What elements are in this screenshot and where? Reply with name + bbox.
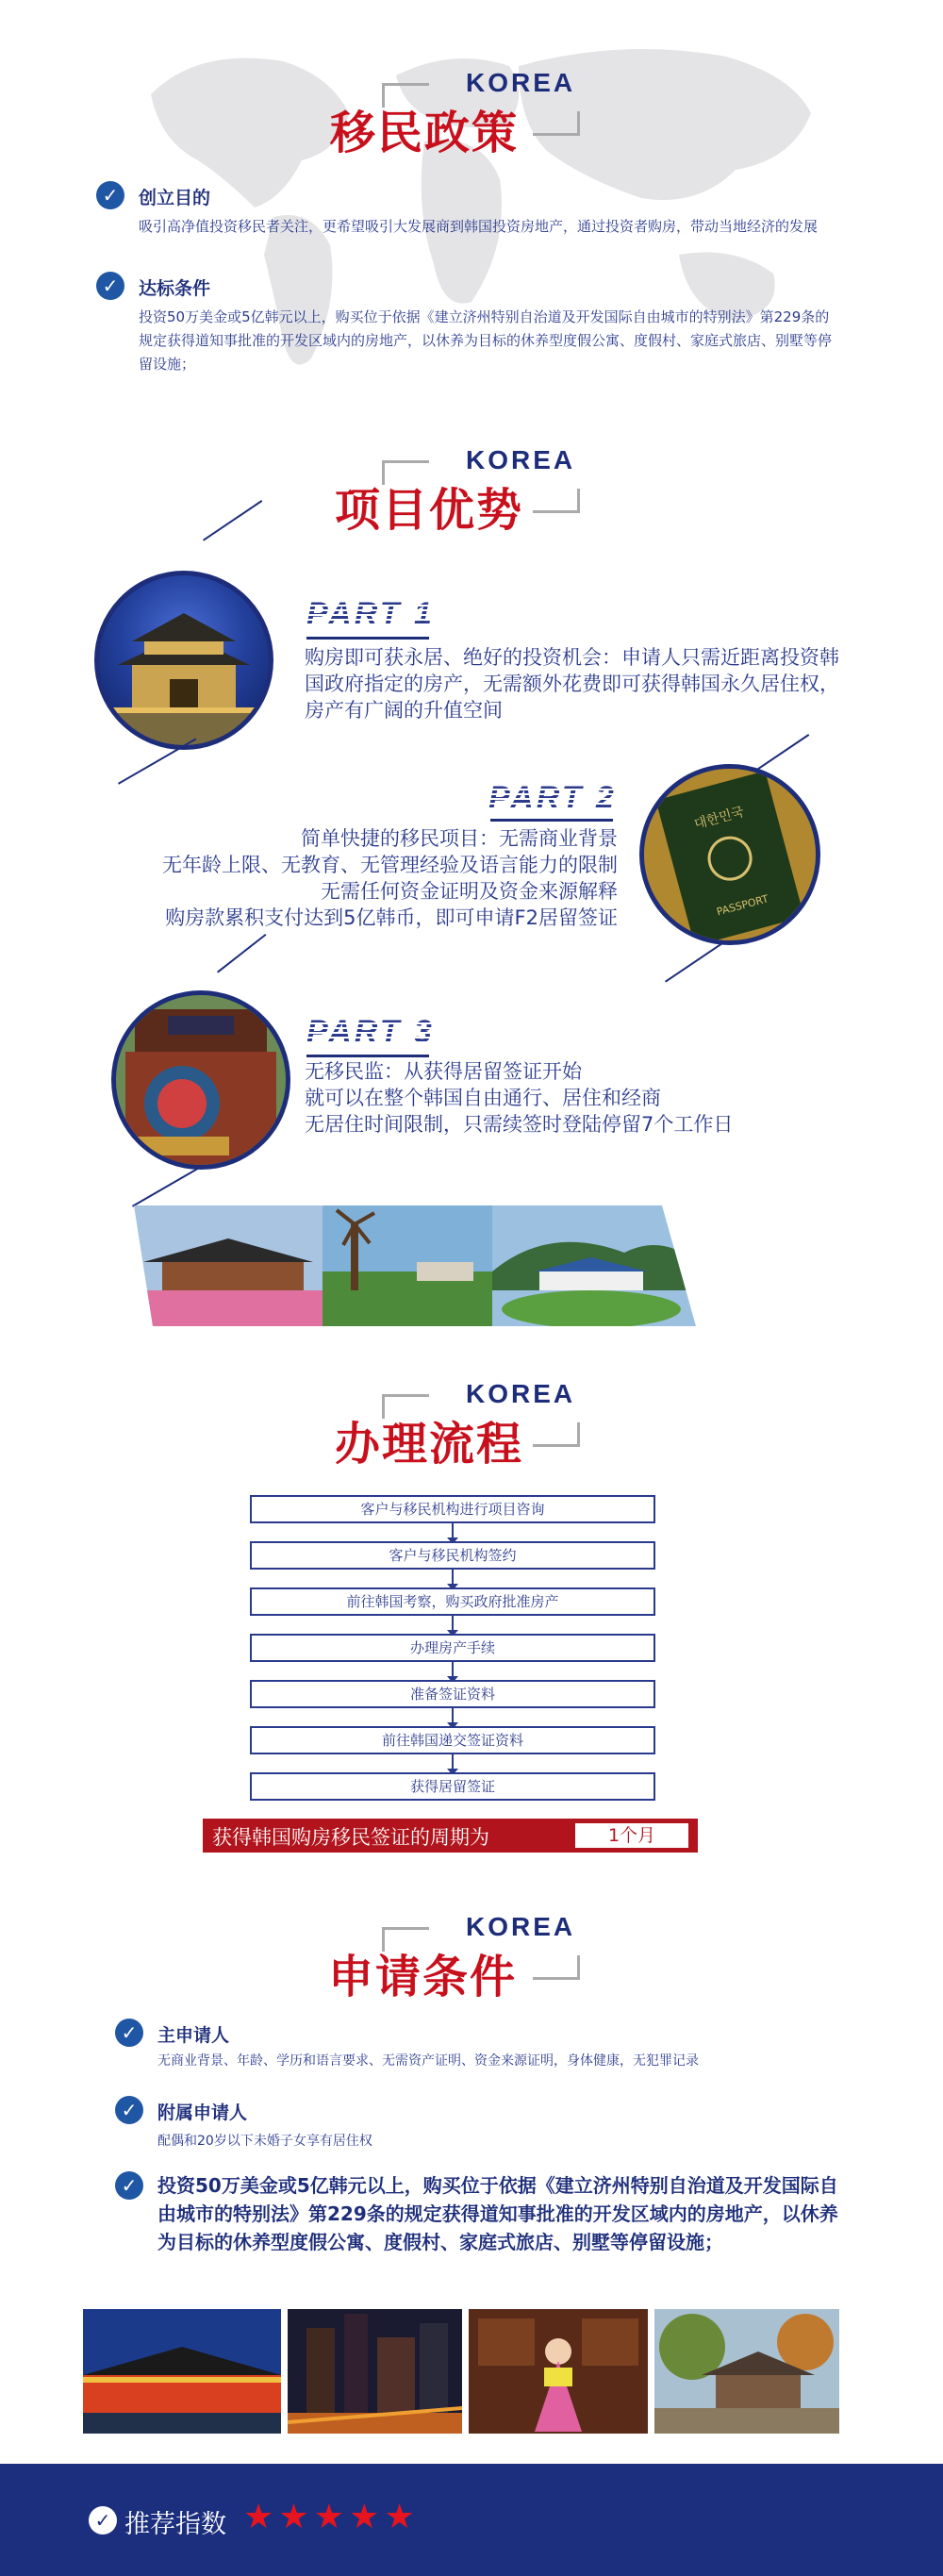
part2-line: 简单快捷的移民项目：无需商业背景 [301,827,618,850]
part3-line: 无居住时间限制，只需续签时登陆停留7个工作日 [305,1113,734,1136]
passport-photo [639,764,820,945]
korea-label: KOREA [466,445,576,474]
policy-title: 移民政策 [330,107,520,159]
investment-text: 投资50万美金或5亿韩元以上，购买位于依据《建立济州特别自治道及开发国际自由城市的特别法》第229条的规定获得道知事批准的开发区域内的房地产，以休养为目标的休养型度假公寓、度假村、家庭式旅店、别墅等停留设施； [157,2174,838,2253]
advantages-heading [0,434,943,538]
korea-label: KOREA [466,1912,576,1941]
heading-bracket-right [533,489,580,513]
item-title: 附属申请人 [157,2102,248,2123]
item-text: 配偶和20岁以下未婚子女享有居住权 [157,2134,372,2149]
star-icon: ★ [349,2498,380,2536]
hanbok-doll-photo [469,2309,648,2434]
footer [0,2464,943,2576]
arrow-down-icon [452,1708,454,1725]
conditions-heading [0,1901,943,2004]
svg-text:대한민국: 대한민국 [692,804,746,833]
star-icon: ★ [278,2498,309,2536]
arrow-down-icon [452,1570,454,1587]
temple-garden-photo [654,2309,839,2434]
palace-night-photo [83,2309,281,2434]
check-icon: ✓ [96,181,124,209]
drum-photo [111,990,290,1170]
heading-bracket-right [533,1422,580,1447]
period-label: 获得韩国购房移民签证的周期为 [212,1826,489,1849]
part3-label: PART 3 [306,1014,435,1050]
item-text: 吸引高净值投资移民者关注，更希望吸引大发展商到韩国投资房地产，通过投资者购房，带动当地经济的发展 [139,218,819,235]
part-underline [490,819,613,822]
korea-landscape-banner [134,1205,696,1326]
divider-line [132,1168,198,1207]
process-step: 客户与移民机构进行项目咨询 [250,1495,655,1523]
arrow-down-icon [452,1523,454,1540]
check-icon: ✓ [115,2019,143,2047]
arrow-down-icon [452,1662,454,1679]
star-icon: ★ [313,2498,345,2536]
check-icon: ✓ [89,2506,117,2534]
item-title: 创立目的 [139,188,211,208]
process-step: 前往韩国递交签证资料 [250,1726,655,1754]
star-icon: ★ [243,2498,274,2536]
divider-line [665,941,724,983]
item-text: 投资50万美金或5亿韩元以上，购买位于依据《建立济州特别自治道及开发国际自由城市的特别法》第229条的规定获得道知事批准的开发区域内的房地产，以休养为目标的休养型度假公寓、度假村、家庭式旅店、别墅等停留设施； [139,308,833,373]
item-text: 无商业背景、年龄、学历和语言要求、无需资产证明、资金来源证明，身体健康，无犯罪记录 [157,2053,699,2069]
recommend-label: 推荐指数 [124,2510,226,2539]
process-step: 办理房产手续 [250,1634,655,1662]
part3-text [305,1058,870,1138]
process-step: 前往韩国考察，购买政府批准房产 [250,1587,655,1616]
process-step: 准备签证资料 [250,1680,655,1708]
process-heading [0,1368,943,1471]
korea-label: KOREA [466,68,576,97]
part2-line: 购房款累积支付达到5亿韩币，即可申请F2居留签证 [165,906,618,929]
divider-line [217,934,266,973]
part3-line: 就可以在整个韩国自由通行、居住和经商 [305,1087,661,1109]
check-icon: ✓ [115,2171,143,2200]
period-banner [203,1819,698,1853]
check-icon: ✓ [115,2096,143,2124]
part3-line: 无移民监：从获得居留签证开始 [305,1060,582,1083]
part2-text [90,825,618,931]
part1-label: PART 1 [306,596,435,632]
process-step: 获得居留签证 [250,1772,655,1801]
period-value: 1个月 [575,1823,688,1848]
part-underline [306,1055,429,1057]
part2-line: 无需任何资金证明及资金来源解释 [321,880,618,903]
part-underline [306,637,429,640]
star-icon: ★ [384,2498,415,2536]
palace-gate-photo [94,571,273,750]
policy-heading [0,57,943,160]
conditions-title: 申请条件 [328,1951,518,2003]
svg-text:PASSPORT: PASSPORT [715,892,770,919]
item-title: 主申请人 [157,2025,230,2046]
rating-stars [243,2498,415,2536]
process-title: 办理流程 [335,1418,524,1471]
process-step: 客户与移民机构签约 [250,1541,655,1570]
advantages-title: 项目优势 [335,484,524,537]
city-night-photo [288,2309,462,2434]
arrow-down-icon [452,1616,454,1633]
part2-label: PART 2 [488,780,617,816]
part1-text: 购房即可获永居、绝好的投资机会：申请人只需近距离投资韩国政府指定的房产，无需额外花费即可获得韩国永久居住权，房产有广阔的升值空间 [305,646,839,722]
heading-bracket-right [533,111,580,136]
part2-line: 无年龄上限、无教育、无管理经验及语言能力的限制 [162,854,618,876]
heading-bracket-right [533,1955,580,1980]
korea-label: KOREA [466,1379,576,1408]
item-title: 达标条件 [139,278,211,299]
arrow-down-icon [452,1754,454,1771]
check-icon: ✓ [96,272,124,300]
